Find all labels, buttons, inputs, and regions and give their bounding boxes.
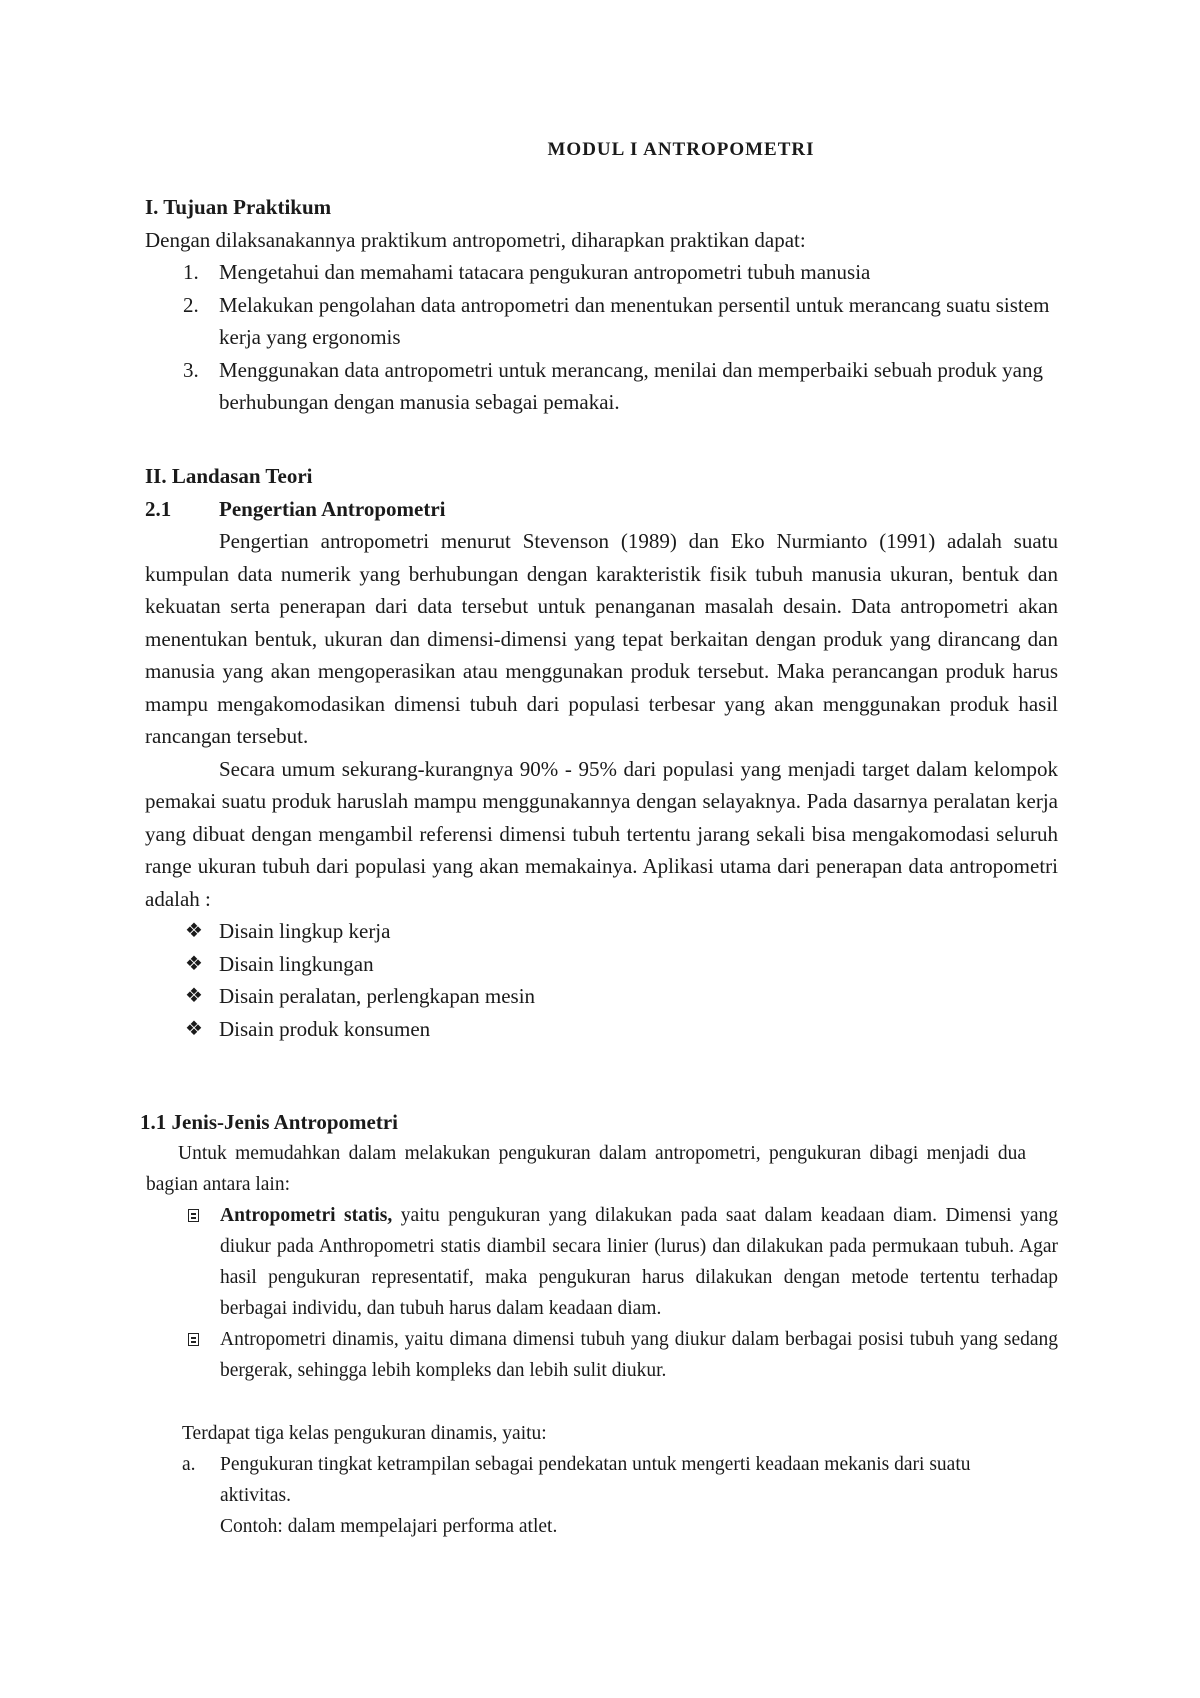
list-item (146, 1449, 1026, 1542)
list-item (145, 915, 1058, 948)
diamond-bullet-icon: ❖ (185, 1017, 203, 1040)
square-bullet-icon (188, 1333, 199, 1346)
page-title: MODUL I ANTROPOMETRI (547, 139, 815, 160)
list-item (145, 1013, 1058, 1046)
list-number: 1. (183, 260, 199, 284)
list-item-example: Contoh: dalam mempelajari performa atlet. (220, 1516, 558, 1537)
term-dynamic-text: Antropometri dinamis, yaitu dimana dimensi tubuh yang diukur dalam berbagai posisi tubuh yang sedang bergerak, sehingga lebih kompleks dan lebih sulit diukur. (220, 1329, 1058, 1381)
list-item (145, 948, 1058, 981)
types-list (146, 1200, 1058, 1386)
list-item-text: Disain lingkungan (219, 951, 374, 976)
square-bullet-icon (188, 1209, 199, 1222)
subsection-heading (145, 493, 1058, 526)
list-item-text: Disain produk konsumen (219, 1016, 431, 1041)
list-item (145, 289, 1058, 354)
list-item-text: Pengukuran tingkat ketrampilan sebagai pendekatan untuk mengerti keadaan mekanis dari suatu aktivitas. (220, 1454, 971, 1506)
term-static-text: yaitu pengukuran yang dilakukan pada saat dalam keadaan diam. Dimensi yang diukur pada Anthropometri statis diambil secara linier (lurus) dan dilakukan pada permukaan tubuh. Agar hasil pengukuran representatif, maka pengukuran harus dilakukan dengan metode tertentu terhadap berbagai individu, dan tubuh harus dalam keadaan diam. (220, 1205, 1058, 1319)
paragraph: Pengertian antropometri menurut Stevenson (1989) dan Eko Nurmianto (1991) adalah suatu kumpulan data numerik yang berhubungan dengan karakteristik fisik tubuh manusia ukuran, bentuk dan kekuatan serta penerapan dari data tersebut untuk penanganan masalah desain. Data antropometri akan menentukan bentuk, ukuran dan dimensi-dimensi yang tepat berkaitan dengan produk yang dirancang dan manusia yang akan mengoperasikan atau menggunakan produk tersebut. Maka perancangan produk harus mampu mengakomodasikan dimensi tubuh dari populasi terbesar yang akan menggunakan produk hasil rancangan tersebut. (145, 529, 1058, 748)
list-item-text: Mengetahui dan memahami tatacara pengukuran antropometri tubuh manusia (219, 260, 871, 284)
list-item (145, 354, 1058, 419)
term-static: Antropometri statis, (220, 1205, 393, 1226)
classes-intro: Terdapat tiga kelas pengukuran dinamis, yaitu: (182, 1423, 547, 1444)
list-item (146, 1324, 1058, 1386)
list-item (145, 980, 1058, 1013)
list-letter: a. (182, 1454, 196, 1475)
paragraph: Secara umum sekurang-kurangnya 90% - 95% dari populasi yang menjadi target dalam kelompok pemakai suatu produk haruslah mampu menggunakannya dengan selayaknya. Pada dasarnya peralatan kerja yang dibuat dengan mengambil referensi dimensi tubuh tertentu jarang sekali bisa mengakomodasi seluruh range ukuran tubuh dari populasi yang akan memakainya. Aplikasi utama dari penerapan data antropometri adalah : (145, 756, 1058, 911)
list-number: 2. (183, 292, 199, 317)
section-objectives (145, 191, 1058, 419)
section-theory (145, 460, 1058, 1045)
list-item-text: Disain peralatan, perlengkapan mesin (219, 984, 536, 1008)
list-number: 3. (183, 357, 199, 382)
section-heading: II. Landasan Teori (145, 464, 313, 488)
list-item-text: Menggunakan data antropometri untuk merancang, menilai dan memperbaiki sebuah produk yang berhubungan dengan manusia sebagai pemakai. (219, 357, 1043, 414)
diamond-bullet-icon: ❖ (185, 952, 203, 975)
list-item (145, 256, 1058, 289)
paragraph (146, 1138, 1026, 1200)
list-item (146, 1200, 1058, 1324)
diamond-bullet-icon: ❖ (185, 920, 203, 942)
list-item-text: Disain lingkup kerja (219, 919, 391, 943)
subsection-number: 2.1 (145, 496, 172, 521)
subsection-title: Pengertian Antropometri (219, 496, 446, 521)
diamond-bullet-icon: ❖ (185, 985, 203, 1007)
section-heading: I. Tujuan Praktikum (145, 195, 332, 219)
types-intro: Untuk memudahkan dalam melakukan pengukuran dalam antropometri, pengukuran dibagi menjadi dua bagian antara lain: (146, 1143, 1026, 1195)
list-item-text: Melakukan pengolahan data antropometri dan menentukan persentil untuk merancang suatu sistem kerja yang ergonomis (219, 292, 1050, 349)
objectives-intro: Dengan dilaksanakannya praktikum antropometri, diharapkan praktikan dapat: (145, 227, 806, 252)
classes-list (146, 1449, 1026, 1542)
section-heading: 1.1 Jenis-Jenis Antropometri (140, 1110, 399, 1134)
